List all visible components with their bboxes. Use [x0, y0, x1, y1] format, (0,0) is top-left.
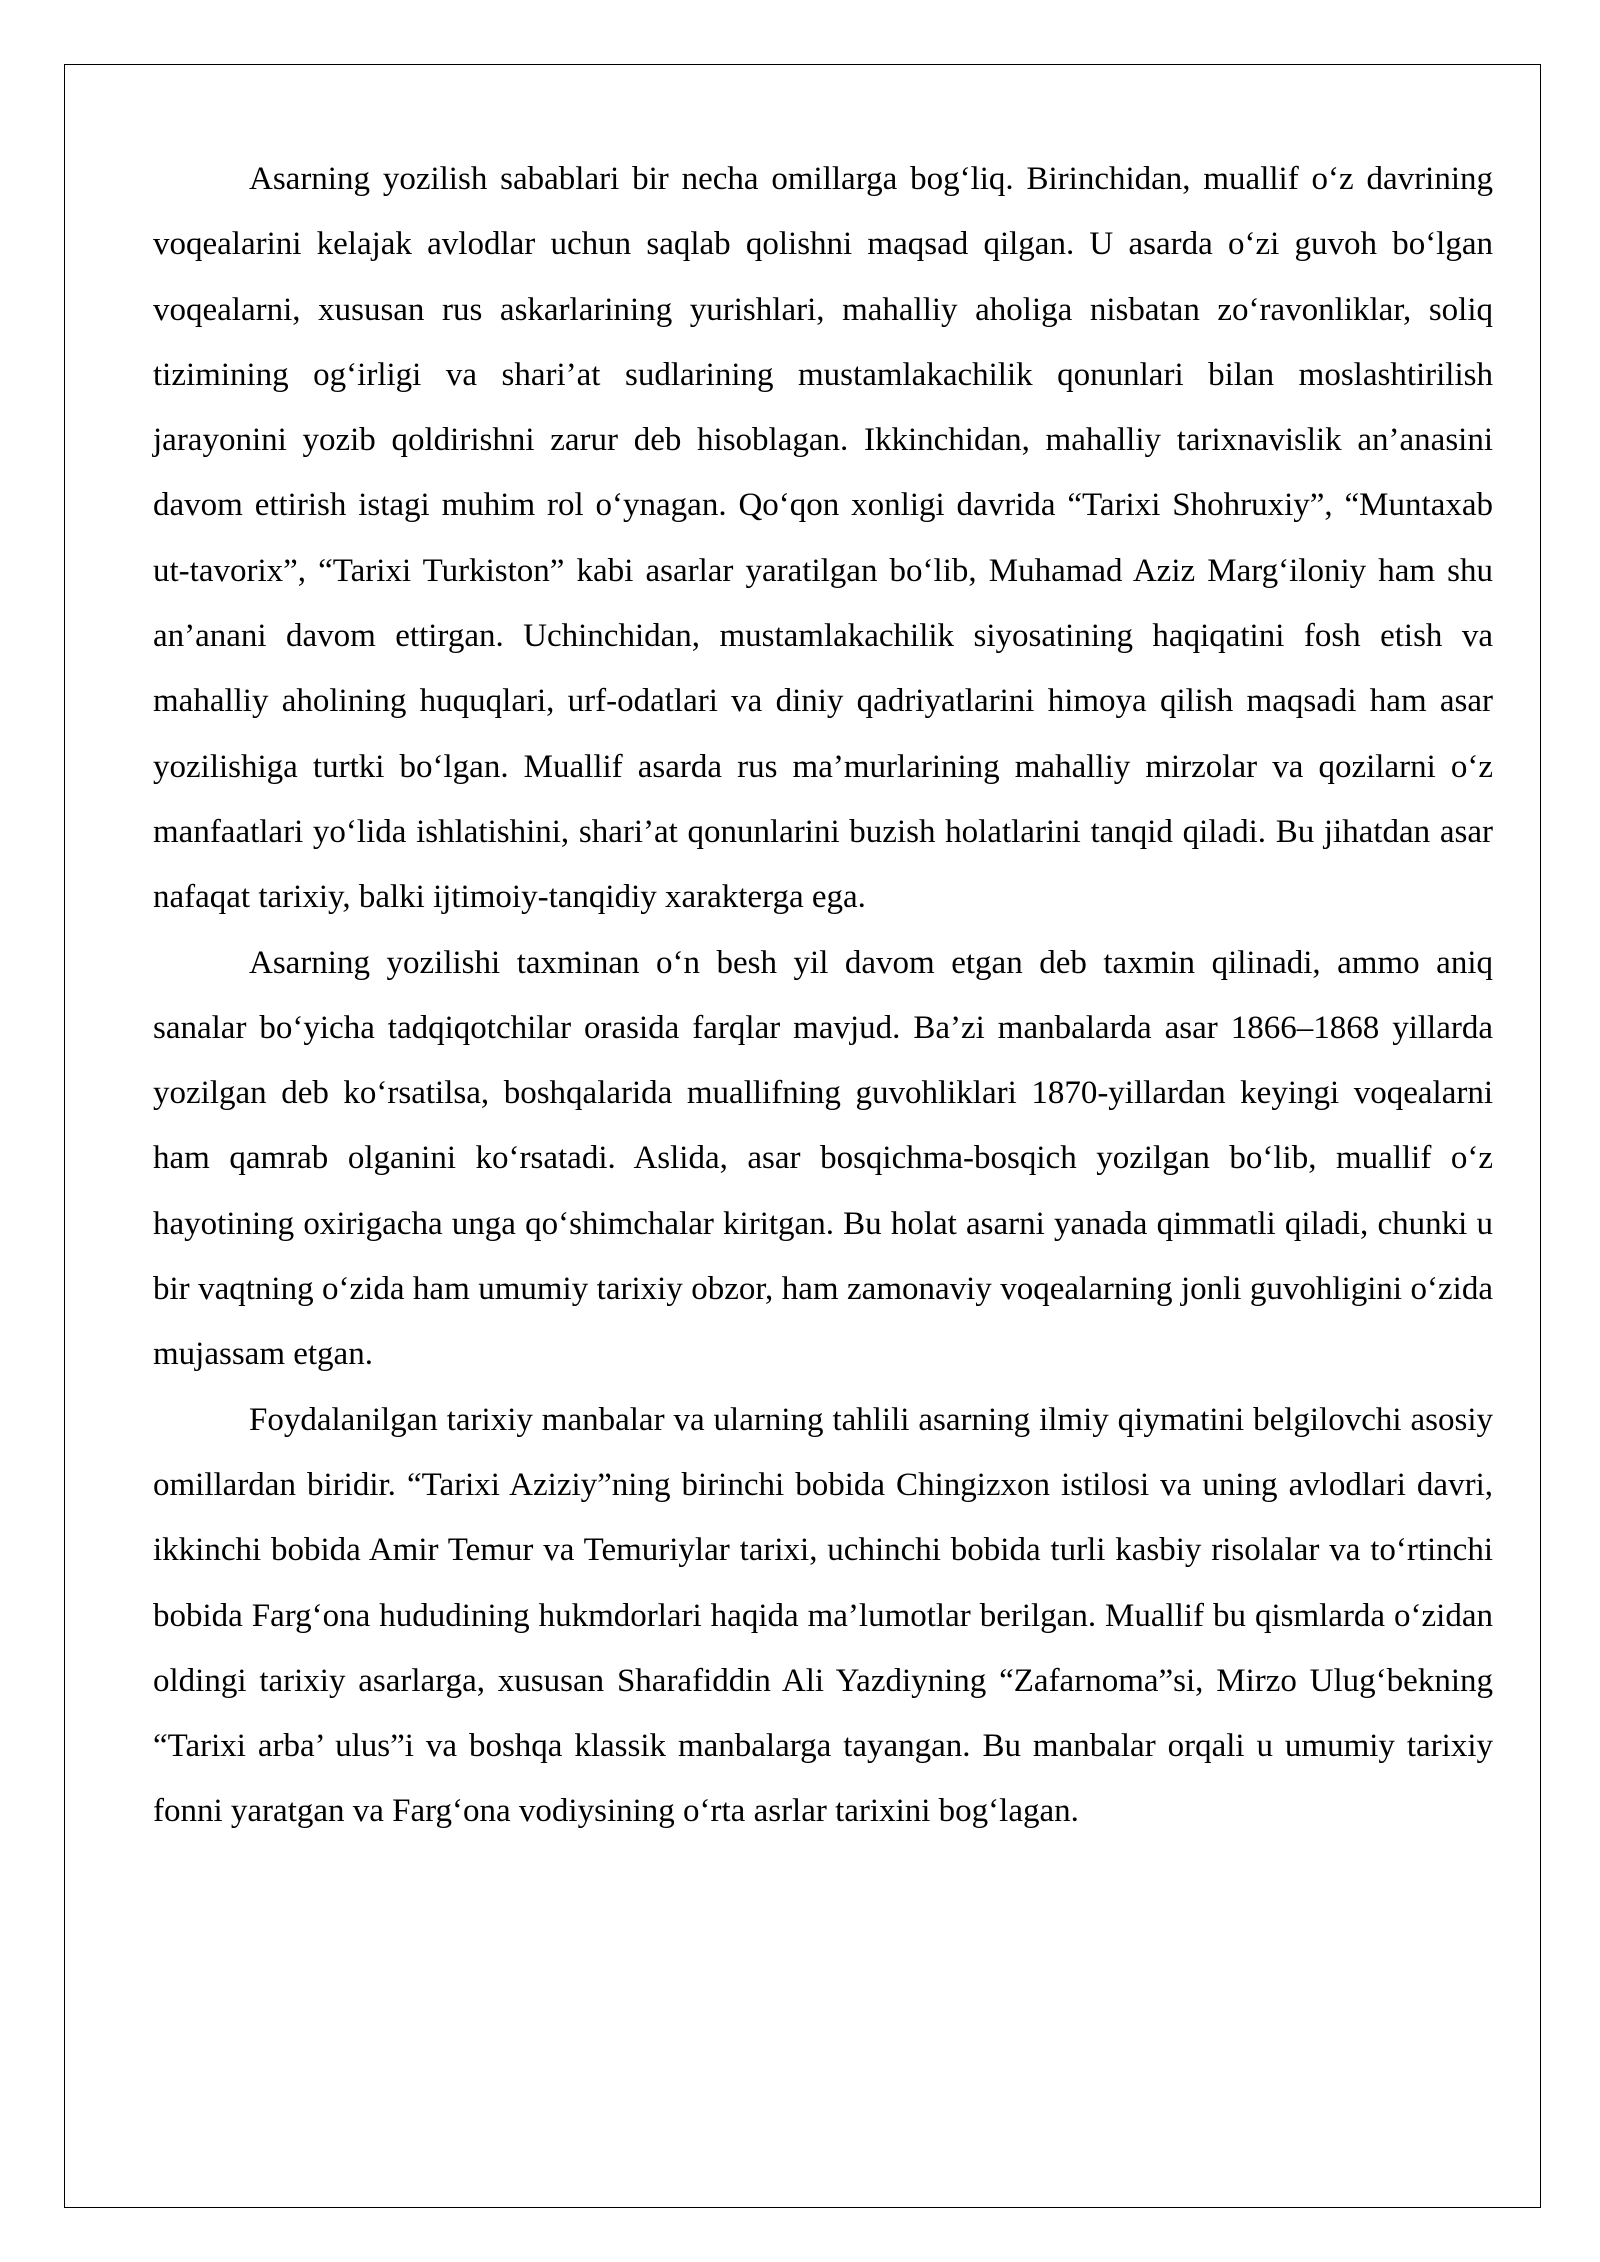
paragraph-writing-period: Asarning yozilishi taxminan o‘n besh yil davom etgan deb taxmin qilinadi, ammo aniq sanalar bo‘yicha tadqiqotchilar orasida farqlar mavjud. Ba’zi manbalarda asar 1866–1868 yillarda yozilgan deb ko‘rsatilsa, boshqalarida muallifning guvohliklari 1870-yillardan keyingi voqealarni ham qamrab olganini ko‘rsatadi. Aslida, asar bosqichma-bosqich yozilgan bo‘lib, muallif o‘z hayotining oxirigacha unga qo‘shimchalar kiritgan. Bu holat asarni yanada qimmatli qiladi, chunki u bir vaqtning o‘zida ham umumiy tarixiy obzor, ham zamonaviy voqealarning jonli guvohligini o‘zida mujassam etgan.	[153, 944, 1493, 1373]
paragraph-historical-sources: Foydalanilgan tarixiy manbalar va ularning tahlili asarning ilmiy qiymatini belgilovchi asosiy omillardan biridir. “Tarixi Aziziy”ning birinchi bobida Chingizxon istilosi va uning avlodlari davri, ikkinchi bobida Amir Temur va Temuriylar tarixi, uchinchi bobida turli kasbiy risolalar va to‘rtinchi bobida Farg‘ona hududining hukmdorlari haqida ma’lumotlar berilgan. Muallif bu qismlarda o‘zidan oldingi tarixiy asarlarga, xususan Sharafiddin Ali Yazdiyning “Zafarnoma”si, Mirzo Ulug‘bekning “Tarixi arba’ ulus”i va boshqa klassik manbalarga tayangan. Bu manbalar orqali u umumiy tarixiy fonni yaratgan va Farg‘ona vodiysining o‘rta asrlar tarixini bog‘lagan.	[153, 1401, 1493, 1830]
document-body	[153, 147, 1493, 1845]
paragraph-writing-reasons: Asarning yozilish sabablari bir necha omillarga bog‘liq. Birinchidan, muallif o‘z davrining voqealarini kelajak avlodlar uchun saqlab qolishni maqsad qilgan. U asarda o‘zi guvoh bo‘lgan voqealarni, xususan rus askarlarining yurishlari, mahalliy aholiga nisbatan zo‘ravonliklar, soliq tizimining og‘irligi va shari’at sudlarining mustamlakachilik qonunlari bilan moslashtirilish jarayonini yozib qoldirishni zarur deb hisoblagan. Ikkinchidan, mahalliy tarixnavislik an’anasini davom ettirish istagi muhim rol o‘ynagan. Qo‘qon xonligi davrida “Tarixi Shohruxiy”, “Muntaxab ut-tavorix”, “Tarixi Turkiston” kabi asarlar yaratilgan bo‘lib, Muhamad Aziz Marg‘iloniy ham shu an’anani davom ettirgan. Uchinchidan, mustamlakachilik siyosatining haqiqatini fosh etish va mahalliy aholining huquqlari, urf-odatlari va diniy qadriyatlarini himoya qilish maqsadi ham asar yozilishiga turtki bo‘lgan. Muallif asarda rus ma’murlarining mahalliy mirzolar va qozilarni o‘z manfaatlari yo‘lida ishlatishini, shari’at qonunlarini buzish holatlarini tanqid qiladi. Bu jihatdan asar nafaqat tarixiy, balki ijtimoiy-tanqidiy xarakterga ega.	[153, 161, 1493, 916]
